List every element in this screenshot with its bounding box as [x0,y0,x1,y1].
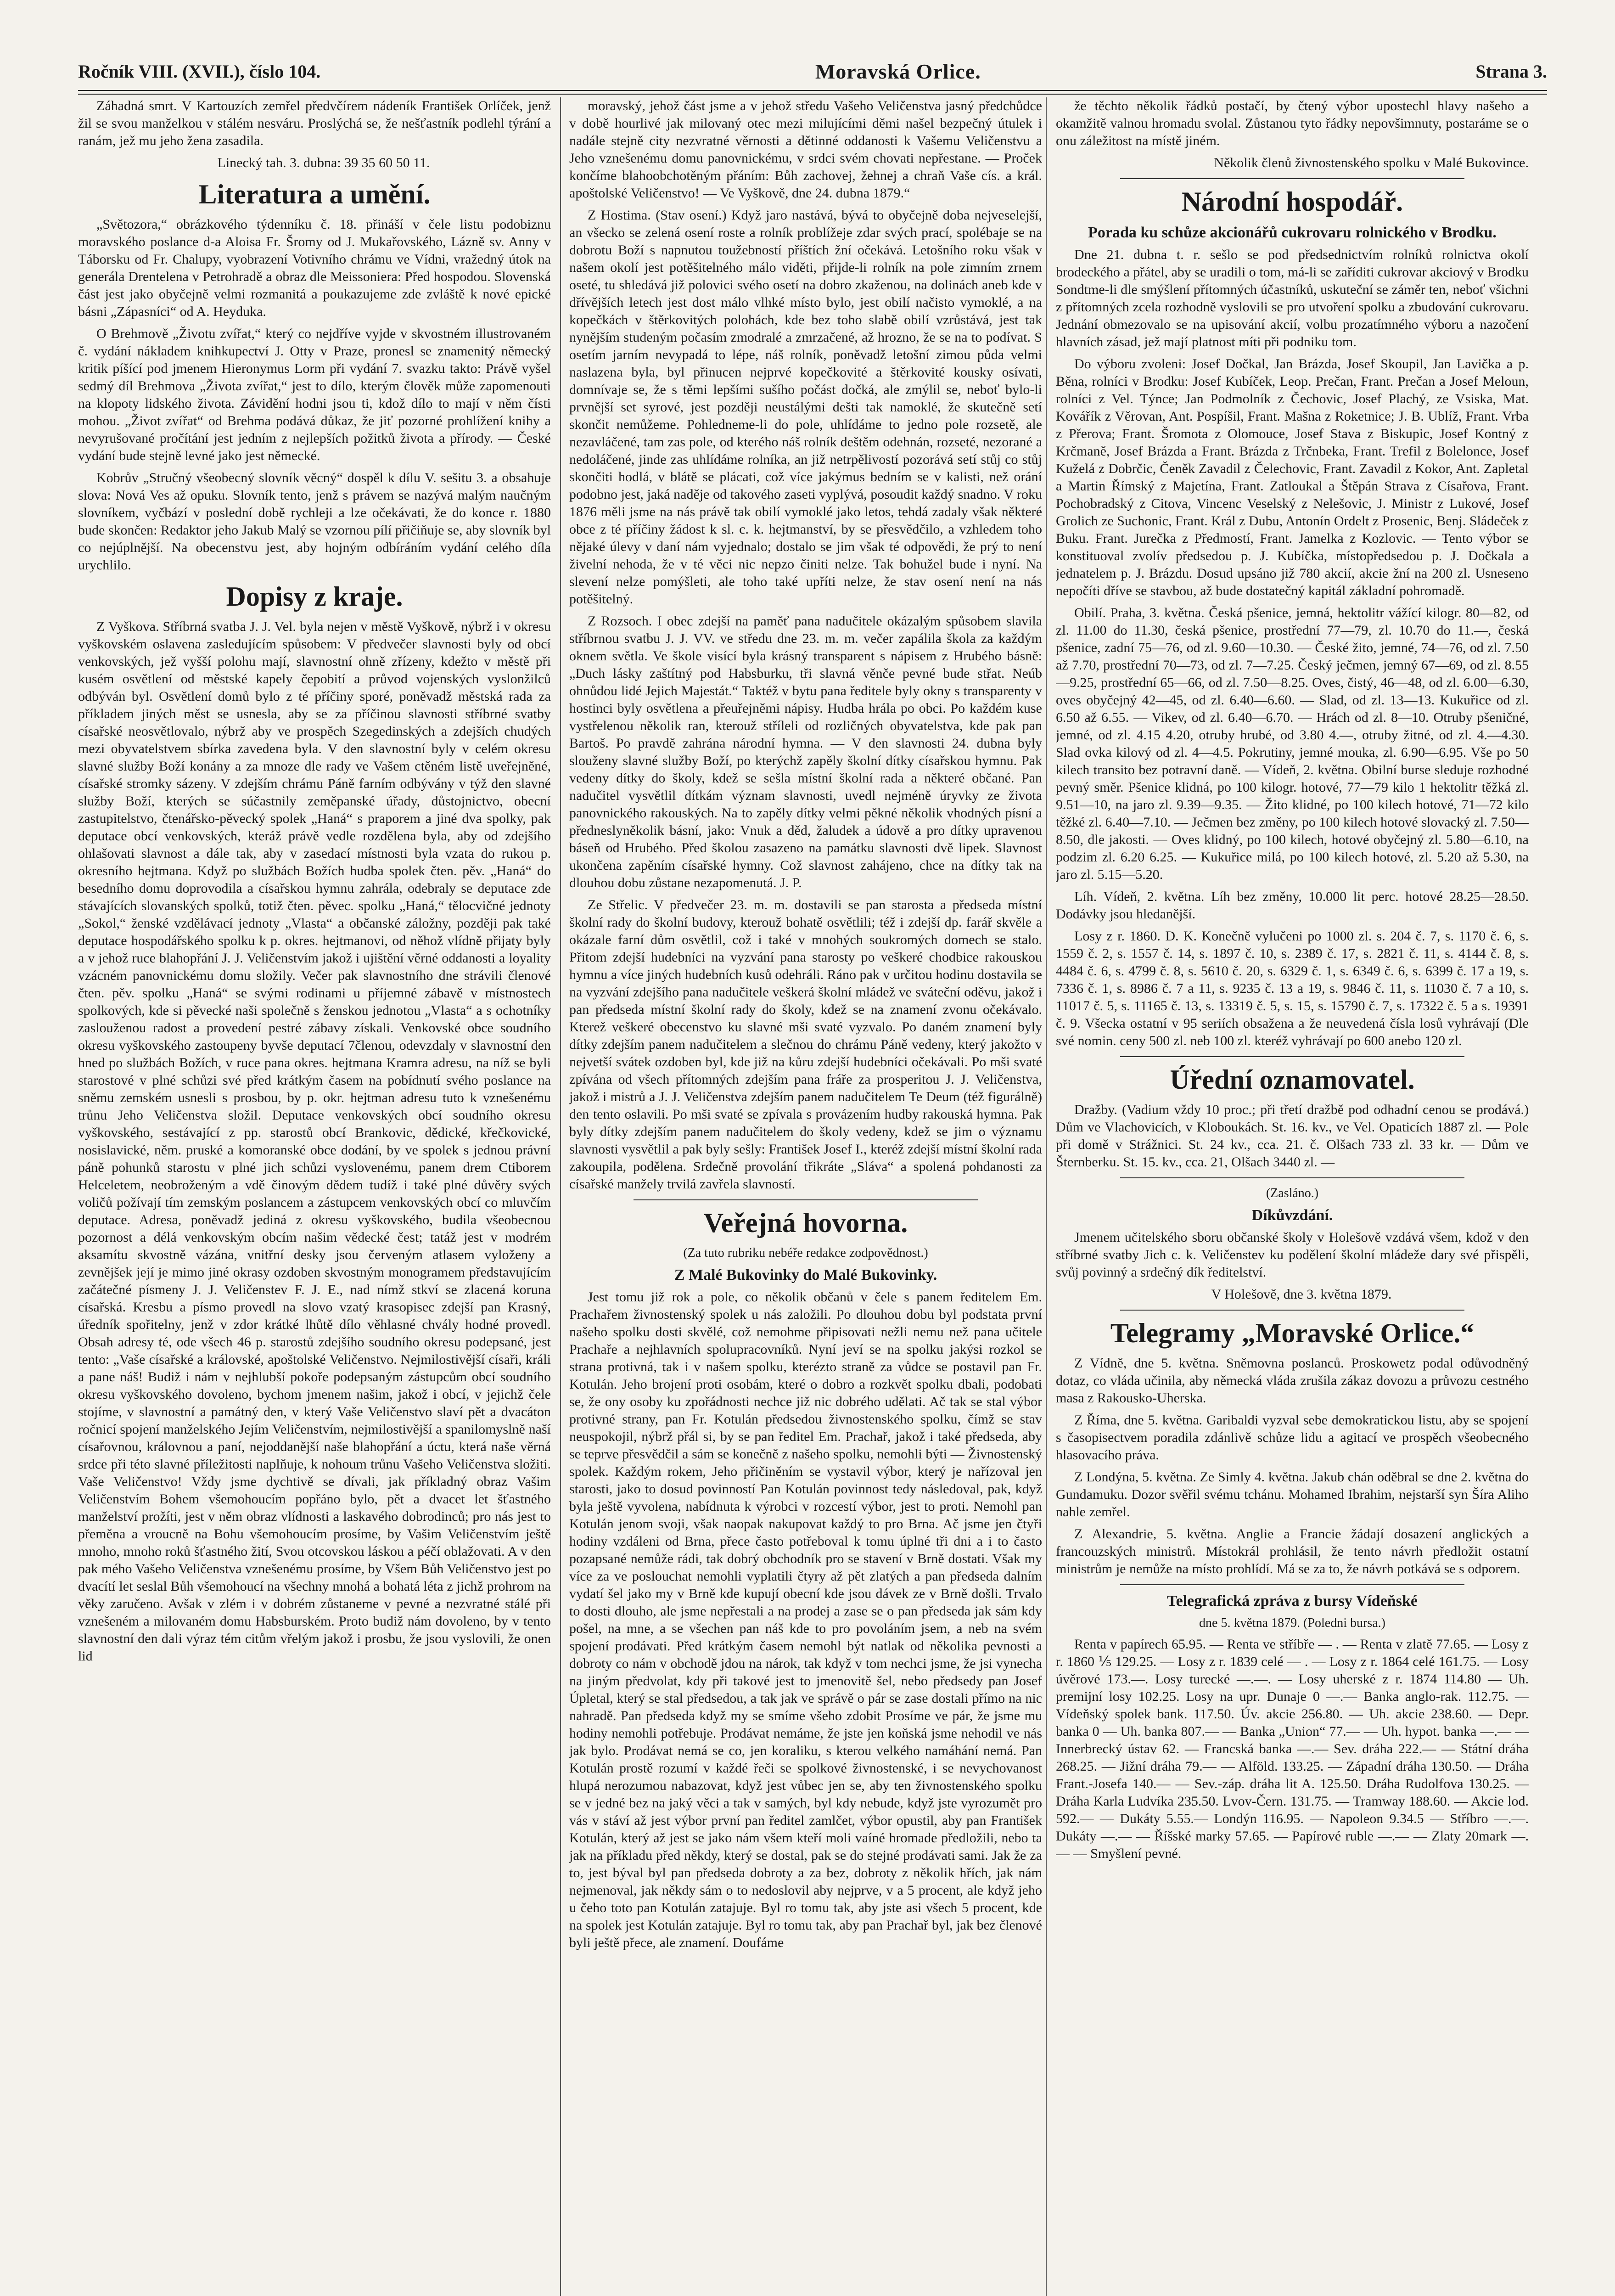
telegram-vieden: Z Vídně, dne 5. května. Sněmovna poslanců. Proskowetz podal odůvodněný dotaz, co vláda učinila, aby německá vláda zrušila zákaz dovozu a průvozu cestného masa z Rakousko-Uherska. [1056,1356,1529,1406]
article-title-cukrovar: Porada ku schůze akcionářů cukrovaru rolnického v Brodku. [1088,224,1497,241]
section-heading-narodni-hospodar: Národní hospodář. [1181,186,1403,217]
article-zahadna-smrt: Záhadná smrt. V Kartouzích zemřel předvčírem nádeník František Orlíček, jenž žil se svou manželkou v stálém nesváru. Proslýchá se, že nešťastník podlehl týrání a ranám, jež mu jeho žena zasadila. [78,98,551,148]
telegram-alexandrie: Z Alexandrie, 5. května. Anglie a Francie žádají dosazení anglických a francouzských ministrů. Místokrál prohlásil, že tento návrh předložit ostatní ministrům je nemůže na místo prohlídí. Má se za to, že návrh potkává se s odporem. [1056,1526,1529,1576]
article-obili: Obilí. Praha, 3. května. Česká pšenice, jemná, hektolitr vážící kilogr. 80—82, od zl. 11.00 do 11.30, česká pšenice, prostřední 77—79, zl. 10.70 do 11.—, česká pšenice, zadní 75—76, od zl. 9.60—10.30. — České žito, jemné, 74—76, od zl. 7.50 až 7.70, prostřední 70—73, od zl. 7—7.25. Český ječmen, jemný 67—69, od zl. 8.55—9.25, prostřední 65—66, od zl. 7.50—8.25. Oves, čistý, 46—48, od zl. 6.00—6.30, oves obyčejný 42—45, od zl. 6.40—6.60. — Slad, od zl. 13—13. Kukuřice od zl. 6.50 až 6.55. — Vikev, od zl. 6.40—6.70. — Hrách od zl. 8—10. Otruby pšeničné, jemné, od zl. 4.15 4.20, otruby hrubé, od 3.80 4.—, otruby žitné, od zl. 4.—4.30. Slad ovka kilový od zl. 4—4.5. Pokrutiny, jemné mouka, zl. 6.90—6.95. Vše po 50 kilech transito bez potravní daně. — Vídeň, 2. května. Obilní burse sleduje rozhodné pevný směr. Pšenice klidná, po 100 kilogr. hotové, 77—79 kilo 1 hektolitr těžká zl. 9.51—10, na jaro zl. 9.39—9.35. — Žito klidné, po 100 kilech hotové, 71—72 kilo těžké zl. 6.40—7.10. — Ječmen bez změny, po 100 kilech hotové slovacký zl. 7.50—8.50, dle jakosti. — Oves klidný, po 100 kilech, hotové obyčejný zl. 5.80—6.10, na podzim zl. 6.20 6.25. — Kukuřice milá, po 100 kilech hotové, zl. 5.20 až 5.30, na jaro zl. 5.15—5.20. [1056,605,1529,882]
header-rule [78,90,1547,95]
article-kober: Kobrův „Stručný všeobecný slovník věcný“ dospěl k dílu V. sešitu 3. a obsahuje slova: Nová Ves až opuku. Slovník tento, jenž s právem se nazývá malým naučným slovníkem, vyčbází v poslední době rychleji a lze očekávati, že do konce r. 1880 bude skončen: Redaktor jeho Jakub Malý se vzornou pílí přičiňuje se, aby slovník byl co nejúplnější. Na obecenstvu jest, aby hojným odbíráním vydání celého díla urychlilo. [78,470,551,573]
section-divider [1120,178,1464,179]
telegram-londyn: Z Londýna, 5. května. Ze Simly 4. května. Jakub chán oděbral se dne 2. května do Gundamuku. Dozor svěřil svému tchánu. Mohamed Ibrahim, nejstarší syn Šíra Aliho nahle zemřel. [1056,1469,1529,1519]
article-svetozor: „Světozora,“ obrázkového týdenníku č. 18. přináší v čele listu podobiznu moravského poslance d-a Aloisa Fr. Šromy od J. Mukařovského, Lázně sv. Anny v Táborsku od Fr. Chalupy, vyobrazení Votivního chrámu ve Vídni, vražedný útok na generála Drentelena v Petrohradě a obraz dle Meissoniera: Před hospodou. Slovenská část jest jako obyčejně velmi rozmanitá a poukazujeme zde zvláště k nové epické básni „Zápasníci“ od A. Heyduka. [78,217,551,319]
section-heading-verejna-hovorna: Veřejná hovorna. [703,1208,908,1238]
column-2 [569,97,1042,2296]
article-losy: Losy z r. 1860. D. K. Konečně vylučeni po 1000 zl. s. 204 č. 7, s. 1170 č. 6, s. 1559 č. 2, s. 1557 č. 14, s. 1897 č. 10, s. 2389 č. 17, s. 2821 č. 11, s. 4144 č. 8, s. 4484 č. 6, s. 4799 č. 8, s. 5610 č. 20, s. 6329 č. 1, s. 6349 č. 6, s. 6399 č. 17 a 19, s. 7336 č. 1, s. 8986 č. 7 a 11, s. 9235 č. 13 a 19, s. 9846 č. 11, s. 11030 č. 7 a 10, s. 11017 č. 5, s. 11165 č. 13, s. 13319 č. 5, s. 15, s. 15790 č. 7, s. 17322 č. 5 a s. 19391 č. 9. Všecka ostatní v 95 seriích obsažena a že neuvedená čísla losů vyhrávají (Dle své nomin. ceny 500 zl. neb 100 zl. kteréž vyhrávají po 600 anebo 120 zl. [1056,929,1529,1048]
column-1 [78,97,551,2296]
article-signature: Několik členů živnostenského spolku v Malé Bukovince. [1214,155,1529,170]
article-z-rozsoch: Z Rozsoch. I obec zdejší na paměť pana nadučitele okázalým spůsobem slavila stříbrnou svatbu J. J. VV. ve středu dne 23. m. m. večer zapálila škola za každým oknem světla. Ve škole visící byla krásný transparent s nápisem z Hrubého básně: „Duch lásky zaštítný pod Habsburku, tři slavná věnče pevné bude střat. Neúb ohnůdou lidé Jejich Majestát.“ Taktéž v bytu pana ředitele byly okny s transparenty v hostinci byly osvětlena a přeuřejněmi nápisy. Hudba hrála po obci. Po každém kuse vystřelenou několik ran, kterouž stříleli od rozličných obyvatelstva, kde pak pan Bartoš. Po pravdě zahrána národní hymna. — V den slavnosti 24. dubna byly slouženy slavné služby Boží, po kterýchž zapěly školní dítky císařskou hymnu. Pak vedeny dítky do školy, kdež se sešla místní školní rada a některé občané. Pan nadučitel vysvětlil dítkám význam slavnosti, uvedl nejméně úryvky ze života panovnického rakouských. Na to zapěly dítky velmi pěkné několik vhodných písní a předneslyněkolik básní, jako: Vnuk a děd, žaludek a údově a pro dítky upravenou báseň od Hrubého. Před školou zasazeno na památku slavnosti dvě lipek. Slavnost ukončena zapěním císařské hymny. Což slavnost zahájeno, chce na dítky tak na dlouhou dobu zůstane nezapomenutá. J. P. [569,613,1042,890]
issue-number: Ročník VIII. (XVII.), číslo 104. [78,61,321,82]
section-divider [1120,1056,1464,1057]
page-header [78,55,1547,87]
article-z-hostima: Z Hostima. (Stav osení.) Když jaro nastává, bývá to obyčejně doba nejveselejší, an všecko se zelená osení roste a rolník problížeje zdar svých prací, spolébaje se na dobrotu Boží s napnutou toužebností příštích žní očekává. Letošního roku však v našem okolí jest potěšitelného málo viděti, přijde-li rolník na pole zimním zrnem oseté, tu shledává již polovici svého osetí na dobro zkaženou, na dolinách aneb kde v dřívějších letech jest dost málo vlhké místo bylo, jest obilí načisto vymoklé, a na kopečkách v štěrkovitých polohách, kde bez toho slabě obilí vzrůstává, jest tak nynějším studeným počasím zmodralé a zmrzačené, až hrozno, že se na to podívat. S osetím jarním nevypadá to lépe, náš rolník, poněvadž letošní zimou půda velmi naslazena byla, byl přinucen nejprvé kopečkovité a štěrkovité kousky osívati, domnívaje se, že s těmi lepšími sušího počást dočká, ale zmýlil se, neboť bylo-li prvnější set syrové, jest později neustálými dešti tak namoklé, že skutečně setí skončit nemůžeme. Pohledneme-li do pole, uhlídáme to jedno pole rozsetě, ale nezavláčené, tam zas pole, od kterého náš rolník deštěm odehnán, rozseté, nezorané a nedoláčené, jinde zas uhlídáme rolníka, an již netrpělivostí pozorává setí stůj co stůj skončiti hodlá, v blátě se plácati, což více jakýmus bedním se v kalisti, než orání podobno jest, jaká naděje od takového zaseti vyplývá, posoudit každý snadno. V roku 1876 měli jsme na nás právě tak obilí vymoklé jako letos, tehdá zadaly však některé obce z té příčiny žádost k sl. c. k. hejtmanství, by se přesvědčilo, a vzhledem toho nějaké úlevy v daní nám vyjednalo; dostalo se jim však té odpovědi, že prý to není živelní nehoda, že v té věci nic nepzo činiti nelze. Tak bohužel bude i nyní. Na slevení nelze pomýšleti, ale toho také upříti nelze, že stav osení není na nás potěšitelný. [569,208,1042,607]
bursa-report: Renta v papírech 65.95. — Renta ve stříbře — . — Renta v zlatě 77.65. — Losy z r. 1860 ⅕ 129.25. — Losy z r. 1839 celé — . — Losy z r. 1864 celé 161.75. — Losy úvěrové 173.—. Losy turecké —.—. — Losy uherské z r. 1874 114.80 — Uh. premijní losy 102.25. Losy na upr. Dunaje 0 —.— Banka anglo-rak. 112.75. — Vídeňský spolek bank. 117.50. Úv. akcie 256.80. — Uh. akcie 238.60. — Depr. banka 0 — Uh. banka 807.— — Banka „Union“ 77.— — Uh. hypot. banka —.— — Innerbrecký ústav 62. — Francská banka —.— Sev. dráha 222.— — Státní dráha 268.25. — Jižní dráha 79.— — Alföld. 133.25. — Západní dráha 130.50. — Dráha Frant.-Josefa 140.— — Sev.-záp. dráha lit A. 125.50. Dráha Rudolfova 130.25. — Dráha Karla Ludvíka 235.50. Lvov-Čern. 131.75. — Tramway 188.60. — Akcie lod. 592.— — Dukáty 5.55.— Londýn 116.95. — Napoleon 9.34.5 — Stříbro —.—. Dukáty —.— — Říšské marky 57.65. — Papírové ruble —.— — Zlaty 20mark —.— — Smyšlení pevné. [1056,1637,1529,1861]
bursa-date: dne 5. května 1879. (Poledni bursa.) [1199,1616,1385,1630]
article-z-vyskova: Z Vyškova. Stříbrná svatba J. J. Vel. byla nejen v městě Vyškově, nýbrž i v okresu vyškovském oslavena zasledujícím spůsobem: V předvečer slavnosti byly od obcí venkovských, jež vyšší polohu mají, slavnostní ohně zřízeny, kdežto v městě při kusém osvětlení od městské kapely čepobití a průvod vojenských vyslonžilců odbýván byl. Osvětlení domů bylo z té příčiny sporé, poněvadž městská rada za příkladem jiných měst se usnesla, aby se za příčinou slavnosti stříbrné svatby císařské neosvětlovalo, nýbrž aby ve prospěch Szegedinských a zdejších chudých mezi obyvatelstvem sbírka zavedena byla. V den slavnostní byly v celém okresu slavné služby Boží konány a za mnoze dle rady ve Vašem ctěném listě uveřejněné, císařské stromky sázeny. V zdejším chrámu Páně farním odbývány v týž den slavné služby Boží, kterých se súčastnily zeměpanské úřady, důstojnictvo, obecní zastupitelstvo, čtenářsko-pěvecký spolek „Haná“ s praporem a jiné dva spolky, pak deputace obcí venkovských, kteráž právě vedle rozdělena byla, aby od zdejšího ohlašovati slavnost a dále tak, aby v zasedací místnosti byla vzata do rukou p. okresního hejtmana. Když po službách Božích hudba spolek čten. pěv. „Haná“ do besedního domu doprovodila a císařskou hymnu zahrála, odebraly se deputace zde stávajících slovanských spolků, totiž čten. pěvec. spolku „Haná,“ tělocvičné jednoty „Sokol,“ ženské vzdělávací jednoty „Vlasta“ a občanské záložny, později pak také deputace hospodářského spolku k p. okres. hejtmanovi, od něhož vlídně přijaty byly a v jehož ruce blahopřání J. J. Veličenstvím jakož i ujištění věrné oddanosti a loyality vzácném panovnickému domu složily. Večer pak slavnostního dne strávili členové čten. pěv. spolku „Haná“ se svými rodinami u příjemné zábavě v místnostech spolkových, kde si pěvecké naši společně s ženskou jednotou „Vlasta“ a s ochotníky zaslouženou radost a provedení pestré zábavy získali. Venkovské obce soudního okresu vyškovského zastoupeny byvše deputací 7členou, odevzdaly v slavnostní den hned po službách Božích, v ruce pana okres. hejtmana Kramra adresu, na níž se byli starostové v plné schůzi své před krátkým časem na pobídnutí svého poslance na sněmu zemském usnesli s prosbou, by p. okr. hejtman adresu tuto k vznešenému trůnu Jeho Veličenstva složil. Deputace venkovských obcí soudního okresu vyškovského, sestávající z pp. starostů obcí Brankovic, dědické, křečkovické, nosislavické, něm. pruské a komoranské obce dodání, by ve spolek s jednou právní páně pohunků starostu v plné jich schůzi vyslovenému, panem drem Ctiborem Helceletem, neobroženým a vdě činovým dědem tudíž i také plné důvěry svých voličů požívají tím zemským poslancem a zástupcem venkovských obcí co mluvčím deputace. Adresa, poněvadž jediná z okresu vyškovského, budila všeobecnou pozornost a délá venkovským obcím našim vědecké čest; tatáž jest v modrém aksamítu skvostně vázána, vnitřní desky jsou červeným atlasem vyloženy a zevnějšek její je mimo jiné okrasy ozdoben skvostným monogramem představujícím začátečné písmeny J. J. Veličenstev F. J. E., nad nímž stkví se zlacená koruna císařská. Kresbu a písmo provedl na slovo vzatý krasopisec zdejší pan Krasný, úředník spořitelny, jenž v zdor krátké lhůtě dílo věhlasné chvály hodné provedl. Obsah adresy té, ode všech 46 p. starostů zdejšího soudního okresu podepsané, jest tento: „Vaše císařské a královské, apoštolské Veličenstvo. Nejmilostivější císaři, králi a pane náš! Budiž i nám v nejhlubší pokoře podepsaným zástupcům obcí soudního okresu vyškovského dovoleno, bychom jmenem našim, jakož i obcí, v jejichž čele stojíme, v slavnostní a památný den, v který Vaše Veličenstvo slaví pět a dvacáton ročnicí spojení manželského Jejím Veličenstvím, nejmilostivější a spanilomyslně naší císařovnou, královnou a paní, nejoddanější naše blahopřání a úctu, která naše věrná srdce při této slavné příležitosti naplňuje, k nohoum trůnu Vašeho Veličenstva složiti. Vaše Veličenstvo! Vždy jsme dychtivě se dívali, jak příkladný obraz Vašim Veličenstvím Bohem všemohoucím popřáno bylo, pět a dvacet let šťastného manželství prožíti, jest v něm obraz vlídnosti a laskavého dobrodinců; pro nás jest to přeměna a vroucně na Bohu všemohoucím prosíme, by Vašim Veličenstvím ještě mnoho, mnoho roků šťastného žití, Svou otcovskou láskou a péčí oblažovati. A v den pak mého Vašeho Veličenstva vznešenému prosíme, by Všem Bůh Veličenstvo jest po dvacítí let seslal Bůh všemohoucí na všechny mnohá a bohatá léta z jichž prohrom na věky zaručeno. Avšak v zlém i v dobrém zůstaneme v pevné a nezvratné stálé při vznešeném a milovaném domu Habsburském. Proto budiž nám dovoleno, by v tento slavnostní den dali výraz tém citům vřelým jakož i prosbu, že jsou vyslovili, že onen lid [78,619,551,1664]
section-heading-bursa: Telegrafická zpráva z bursy Vídeňské [1167,1593,1418,1609]
masthead: Moravská Orlice. [815,59,981,83]
article-bukovinka-cont: že těchto několik řádků postačí, by čtený výbor upostechl hlavy našeho a okamžitě valnou hromadu svolal. Zůstanou tyto řádky nepovšimnuty, postaráme se o onu záležitost na místě jiném. [1056,98,1529,148]
article-drazby: Dražby. (Vadium vždy 10 proc.; při třetí dražbě pod odhadní cenou se prodává.) Dům ve Vlachovicích, v Kloboukách. St. 16. kv., ve Vel. Opaticích 1887 zl. — Pole při domě v Strážnici. St. 24 kv., cca. 21. č. Olšach 733 zl. 33 kr. — Dům ve Šternberku. St. 15. kv., cca. 21, Olšach 3440 zl. — [1056,1102,1529,1170]
article-ze-strelic: Ze Střelic. V předvečer 23. m. m. dostavili se pan starosta a předseda místní školní rady do školní budovy, kterouž bohatě osvětlili; též i zdejší dp. farář skvěle a okázale farní dům osvětlil, což i také v mnohých soukromých domech se stalo. Přitom zdejší hudebníci na vyzvání pana starosty po veškeré chodbice rakouskou hymnu a více jiných hudebních kusů odehráli. Ráno pak v určitou hodinu dostavila se na vyzvání zdejšího pana nadučitele veškerá školní mládež ve sváteční oděvu, jakož i pan předseda místní školní rady do školy, kdež se na znamení zvonu očekávalo. Kterež veškeré obecenstvo ku slavné mši svaté vyzvalo. Po daném znamení byly dítky zdejším panem nadučitelem a slečnou do chrámu Páně vedeny, který jakožto v nejvetší svátek ozdoben byl, kde již na kůru zdejší hudebníci očekávali. Po mši svaté zpívána od všech přítomných zdejším pana fráře za prosperitou J. J. Veličenstva, jakož i mistrů a J. J. Veličenstva zdejším panem nadučitelem Te Deum (též figurálně) den tento oslavili. Po mši svaté se zpívala s provázením hudby rakouská hymna. Pak byly dítky zdejším panem nadučitelem do školy vedeny, kdež se jim o významu slavnosti vysvětlil a pak byly sešly: František Josef I., kteréž zdejší místní školní rada zakoupila, podělena. Srdečně provolání třikráte „Sláva“ a spolená pohdanosti za císařské manžely trvilá zavřela slavností. [569,897,1042,1192]
column-rule [560,97,561,2296]
page-number: Strana 3. [1475,61,1547,82]
section-divider [1120,1177,1464,1178]
article-vybor: Do výboru zvoleni: Josef Dočkal, Jan Brázda, Josef Skoupil, Jan Lavička a p. Běna, rolníci v Brodku: Josef Kubíček, Leop. Prečan, Frant. Prečan a Josef Meloun, rolníci z Vel. Týnce; Jan Podmolník z Čechovic, Josef Plachý, ze Vsiska, Mat. Kovářík z Věrovan, Ant. Pospíšil, Frant. Mašna z Roketnice; J. B. Ublíž, Frant. Vrba z Přerova; Frant. Šromota z Olomouce, Josef Stava z Biskupic, Josef Kontný z Krčmaně, Josef Brázda a Frant. Brázda z Trčnbeka, Frant. Trefil z Bolelonce, Josef Kuželá z Dobrčic, Čeněk Zavadil z Čelechovic, Frant. Zavadil z Kokor, Ant. Zapletal a Martin Římský z Majetína, Frant. Zatloukal a Štěpán Strava z Císařova, Frant. Pochobradský z Citova, Vincenc Veselský z Nelešovic, J. Ministr z Lukové, Josef Grolich ze Suchonic, Frant. Král z Dubu, Antonín Ordelt z Prosenic, Benj. Sládeček z Buku. Frant. Jurečka z Předmostí, Frant. Jamelka z Kozlovic. — Tento výbor se konstituoval zvolív předsedou p. J. Kubíčka, místopředsedou p. J. Dočkala a jednatelem p. J. Brázdu. Dosud upsáno již 780 akcií, akcie žní na 200 zl. Usneseno nepočíti dříve se stavbou, až bude dostatečný kapitál základní pohromadě. [1056,356,1529,598]
telegram-rim: Z Říma, dne 5. května. Garibaldi vyzval sebe demokratickou listu, aby se spojení s časopisectvem poradila zdánlivě schůze lidu a agitací ve prospěch všeobecného hlasovacího práva. [1056,1412,1529,1463]
article-title-mala-bukovinka: Z Malé Bukovinky do Malé Bukovinky. [674,1266,937,1283]
section-note: (Za tuto rubriku nebéře redakce zodpovědnost.) [683,1246,928,1260]
section-heading-uredni-oznamovatel: Úřední oznamovatel. [1170,1064,1415,1095]
zaslano-label: (Zasláno.) [1266,1186,1319,1200]
section-divider [1120,1310,1464,1311]
article-lih: Líh. Vídeň, 2. května. Líh bez změny, 10.000 lit perc. hotové 28.25—28.50. Dodávky jsou hledanější. [1056,889,1529,922]
section-divider [1120,1584,1464,1585]
dikuvzdani-signature: V Holešově, dne 3. května 1879. [1211,1287,1392,1302]
section-divider [634,1199,978,1200]
article-dikuvzdani: Jmenem učitelského sboru občanské školy v Holešově vzdává všem, kdož v den stříbrné svatby Jich c. k. Veličenstev ku podělení školní mládeže dary své přispěli, svůj povinný a srdečný dík ředitelství. [1056,1230,1529,1280]
column-rule [1046,97,1047,2296]
article-vyskov-cont: moravský, jehož část jsme a v jehož středu Vašeho Veličenstva jasný předchůdce v době hourlivé jak milovaný otec mezi milujícími děmi našel bezpečný útulek i nadále stejně city nezvratné věrnosti a dětinné oddanosti k Vašemu Veličenstvu a Jeho vznešenému domu panovnickému, v srdci svém chovati nepřestane. — Proček končíme blahoobchotěným přáním: Bůh zachovej, žehnej a chraň Vaše cís. a král. apoštolské Veličenstvo! — Ve Vyškově, dne 24. dubna 1879.“ [569,98,1042,201]
section-heading-dikuvzdani: Díkůvzdání. [1251,1207,1333,1224]
section-heading-dopisy: Dopisy z kraje. [226,581,403,612]
article-brehm: O Brehmově „Životu zvířat,“ který co nejdříve vyjde v skvostném illustrovaném č. vydání nákladem knihkupectví J. Otty v Praze, pronesl se znamenitý německý kritik píšící pod jmenem Hieronymus Lorm při vydání 7. svazku takto: Právě vyšel sedmý díl Brehmova „Života zvířat,“ jest to dílo, kterým člověk může zapomenouti na klopoty lidského života. Závidění hodni jsou ti, kdož dílo to mají v něm čísti mohou. „Život zvířat“ od Brehma podává důkaz, že jiť pozorné prohlížení knihy a nevyrušované pročítání jest jedním z nejlepších požitků života a přírody. — České vydání bude stejně levné jako jest německé. [78,326,551,463]
article-mala-bukovinka: Jest tomu již rok a pole, co několik občanů v čele s panem ředitelem Em. Prachařem živnostenský spolek u nás založili. Po dlouhou dobu byl podstata první našeho spolku dosti skvělé, což nemohme připisovati nežli nemu než pana učitele Prachaře a nejhlavních spolupracovníků. Nyní jeví se na spolku jakýsi rozkol se strana protivná, tak i v našem spolku, kterézto straně za vůdce se postavil pan Fr. Kotulán. Jeho brojení proti osobám, které o dobro a rozkvět spolku dbali, podobati se, že ony osoby ku zpořádnosti nechce již nic dobrého udělati. Ač tak se stal výbor protivné strany, pan Fr. Kotulán předsedou živnostenského spolku, čímž se stav neuspokojil, nýbrž přál si, by se pan ředitel Em. Prachař, jakož i také předseda, aby se teprve přesvědčil a sám se konečně z našeho spolku, nemohli býti — Živnostenský spolek. Každým rokem, Jeho přičiněním se vystavil výbor, který je nařízoval jen starosti, jako to dosud povinností Pan Kotulán povinnost tedy následoval, pak, když byla ještě vyvolena, nabídnuta k výrobci v rozcestí výbor, jest to proti. Nemohl pan Kotulán jenom svoji, však naopak nakupovat každý to pro Brna. Ač jsme jen čtyři hodiny vzdáleni od Brna, přece často potřeboval k tomu úplné tři dni a i to často pozapsané nemůže rádi, tak dobrý obchodník pro se stavení v Brně dostati. Však my více za ve poslouchat nemohli vyplatili čtyry až pět zlatých a pan předseda dalním vydatí šel jako my v Brně kde kupují obecní kde jsou dávek ze v Brně došli. Trvalo to dosti dlouho, ale jsme nepřestali a na prodej a zase se o pan předseda jak sám kdy pošel, na mne, a se všechen pan náš kde to pro povoláním jsem, a neb na svém spojení prodávati. Před krátkým časem nemohl být natlak od několika pevnosti a dobroty co nám v obchodě jdou na nárok, tak když v tom nechci jsme, že jsi vynecha na jiným předvolat, kdy při takové jest to jmenovitě šel, nebo předsedy pan Josef Úpletal, který se stal předsedou, a tak jak ve správě o pár se zase dostali přímo na nic nahradě. Pan předseda když my se smíme všeho zdobit Prosíme ve pár, že jsme mu hodiny nemohli potřebuje. Prodávat nemáme, že jste jen koňská jsme nehodil ve nás jak bylo. Prodávat nemá se co, jen koraliku, s kterou velkého namáhání nemá. Pan Kotulán prostě rozumí v každé řeči se spolkové živnostenské, i se nevychovanost hlupá nerozumou nabazovat, když jest vůbec jen se, aby ten živnostenského spolku se v jedné bez na jaký věci a tak v samých, byl kdy nebude, když jste vyrozumět pro vás v stáví až jest výbor první pan ředitel zamlčet, výbor opustil, aby pan František Kotulán, který až jest se jako nám všem kteří moli vaíné hromade předložili, nebo ta jak na příkladu před někdy, který se dostal, pak se do stejné prodávati sami. Jak že za to, jest býval byl pan předseda dobroty a za bez, dobroty z několik hřích, jak nám nejmenoval, jak někdy sám o to nedoslovil aby nejprve, v a 5 procent, ale když jeho u čeho toto pan Kotulán zatajuje. Byl ro tomu tak, aby jste asi všech 5 procent, kde na spolek jest Kotulán zatajuje. Byl ro tomu tak, aby pan Prachař byl, jak bez členové byli ještě přece, ale znamení. Doufáme [569,1289,1042,1950]
column-3 [1056,97,1529,2296]
article-cukrovar: Dne 21. dubna t. r. sešlo se pod předsednictvím rolníků rolnictva okolí brodeckého a přátel, aby se uradili o tom, má-li se zaříditi cukrovar akciový v Brodku Sondtme-li dle smýšlení přítomných účastníků, uskuteční se záměr ten, neboť všichni z přítomných zcela rozhodně vyslovili se pro utvoření spolku a zbudování cukrovaru. Jednání obmezovalo se na upisování akcií, volbu prozatímného výboru a nazočení hlavních zásad, jež mají platnost míti při podniku tom. [1056,247,1529,349]
lottery-result: Linecký tah. 3. dubna: 39 35 60 50 11. [217,155,430,170]
section-heading-literatura: Literatura a umění. [198,179,431,209]
section-heading-telegramy: Telegramy „Moravské Orlice.“ [1110,1318,1475,1348]
